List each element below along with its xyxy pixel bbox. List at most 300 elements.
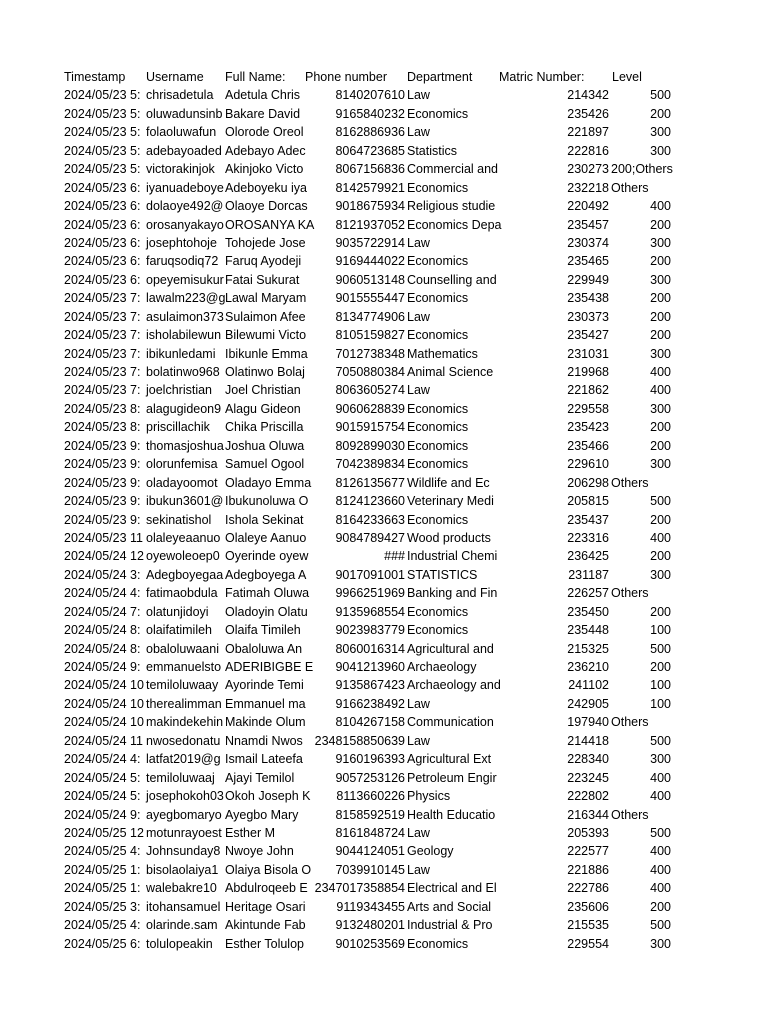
- cell-full-name[interactable]: Esther Tolulop: [225, 936, 304, 951]
- cell-timestamp[interactable]: 2024/05/24 12: [64, 549, 144, 564]
- cell-level[interactable]: [609, 86, 671, 104]
- cell-matric-number[interactable]: 236210: [567, 660, 609, 674]
- cell-phone-number[interactable]: 8067156836: [335, 162, 405, 177]
- cell-matric-number[interactable]: 236425: [567, 549, 609, 564]
- cell-username[interactable]: olaleyeaanuo: [146, 530, 221, 545]
- cell-username[interactable]: isholabilewun: [146, 328, 222, 343]
- cell-phone-number[interactable]: 8161848724: [335, 825, 405, 840]
- cell-phone-number[interactable]: 9135867423: [335, 678, 405, 693]
- cell-phone-number[interactable]: 7012738348: [335, 346, 405, 361]
- cell-phone-number[interactable]: 9044124051: [335, 844, 405, 859]
- cell-level[interactable]: [609, 142, 671, 160]
- cell-level[interactable]: [609, 787, 671, 805]
- cell-department[interactable]: Animal Science: [407, 365, 494, 379]
- cell-phone-number[interactable]: 9018675934: [335, 199, 405, 214]
- cell-matric-number[interactable]: 220492: [567, 199, 609, 214]
- cell-department[interactable]: Economics: [407, 420, 469, 435]
- cell-level[interactable]: [609, 492, 671, 510]
- cell-timestamp[interactable]: 2024/05/23 6:: [64, 217, 141, 232]
- cell-username[interactable]: oladayoomot: [146, 475, 218, 490]
- cell-timestamp[interactable]: 2024/05/24 4:: [64, 752, 141, 767]
- cell-timestamp[interactable]: 2024/05/23 7:: [64, 365, 141, 379]
- cell-matric-number[interactable]: 205815: [567, 494, 609, 509]
- cell-department[interactable]: Health Educatio: [407, 807, 496, 822]
- cell-department[interactable]: Communication: [407, 715, 494, 730]
- cell-phone-number[interactable]: 2347017358854: [314, 881, 405, 896]
- cell-username[interactable]: olatunjidoyi: [146, 604, 209, 619]
- cell-timestamp[interactable]: 2024/05/23 6:: [64, 272, 141, 287]
- cell-matric-number[interactable]: 235465: [567, 254, 609, 269]
- cell-timestamp[interactable]: 2024/05/25 4:: [64, 844, 141, 859]
- cell-timestamp[interactable]: 2024/05/24 10: [64, 696, 144, 711]
- cell-matric-number[interactable]: 231187: [568, 567, 609, 582]
- cell-department[interactable]: Law: [407, 733, 430, 748]
- cell-username[interactable]: bolatinwo968: [146, 365, 220, 379]
- cell-level[interactable]: [609, 879, 671, 897]
- cell-department[interactable]: Veterinary Medi: [407, 494, 494, 509]
- cell-level[interactable]: [609, 695, 671, 713]
- cell-full-name[interactable]: Fatai Sukurat: [225, 272, 300, 287]
- cell-username[interactable]: tolulopeakin: [146, 936, 213, 951]
- cell-timestamp[interactable]: 2024/05/23 7:: [64, 291, 141, 306]
- cell-full-name[interactable]: OROSANYA KA: [225, 217, 315, 232]
- cell-department[interactable]: Agricultural Ext: [407, 752, 492, 767]
- cell-full-name[interactable]: Olaleye Aanuo: [225, 530, 307, 545]
- cell-full-name[interactable]: Akinjoko Victo: [225, 162, 304, 177]
- cell-timestamp[interactable]: 2024/05/23 5:: [64, 162, 141, 177]
- cell-full-name[interactable]: Oladoyin Olatu: [225, 604, 308, 619]
- cell-full-name[interactable]: Bilewumi Victo: [225, 328, 307, 343]
- cell-matric-number[interactable]: 222786: [567, 881, 609, 896]
- cell-username[interactable]: therealimman: [146, 696, 222, 711]
- cell-level[interactable]: 200;Others: [611, 162, 673, 177]
- cell-timestamp[interactable]: 2024/05/23 7:: [64, 383, 141, 398]
- cell-level[interactable]: [609, 381, 671, 399]
- cell-timestamp[interactable]: 2024/05/23 9:: [64, 475, 141, 490]
- cell-level[interactable]: [609, 621, 671, 639]
- cell-phone-number[interactable]: 8063605274: [335, 383, 405, 398]
- cell-matric-number[interactable]: 235426: [567, 106, 609, 121]
- cell-full-name[interactable]: Heritage Osari: [225, 899, 306, 914]
- cell-department[interactable]: Law: [407, 88, 430, 103]
- header-phone-number[interactable]: Phone number: [305, 70, 388, 84]
- cell-matric-number[interactable]: 214418: [567, 733, 609, 748]
- cell-level[interactable]: Others: [611, 715, 649, 730]
- cell-phone-number[interactable]: 8142579921: [335, 180, 405, 195]
- cell-matric-number[interactable]: 235606: [567, 899, 609, 914]
- cell-full-name[interactable]: Olatinwo Bolaj: [225, 365, 305, 379]
- cell-username[interactable]: ibikunledami: [146, 346, 216, 361]
- cell-matric-number[interactable]: 235427: [567, 328, 609, 343]
- cell-timestamp[interactable]: 2024/05/23 8:: [64, 420, 141, 435]
- cell-matric-number[interactable]: 197940: [567, 715, 609, 730]
- cell-phone-number[interactable]: 9017091001: [335, 567, 405, 582]
- cell-full-name[interactable]: Joshua Oluwa: [225, 438, 305, 453]
- cell-level[interactable]: [609, 511, 671, 529]
- cell-matric-number[interactable]: 215535: [567, 918, 609, 933]
- cell-matric-number[interactable]: 235448: [567, 623, 609, 638]
- cell-username[interactable]: folaoluwafun: [146, 125, 217, 140]
- cell-level[interactable]: [609, 289, 671, 307]
- cell-username[interactable]: obaloluwaani: [146, 641, 219, 656]
- cell-full-name[interactable]: Olaifa Timileh: [225, 623, 301, 638]
- cell-phone-number[interactable]: 9015555447: [335, 291, 405, 306]
- cell-department[interactable]: Counselling and: [407, 272, 497, 287]
- cell-department[interactable]: Economics Depa: [407, 217, 502, 232]
- cell-level[interactable]: [609, 216, 671, 234]
- cell-timestamp[interactable]: 2024/05/24 11: [64, 733, 144, 748]
- cell-full-name[interactable]: Ishola Sekinat: [225, 512, 304, 527]
- cell-level[interactable]: Others: [611, 180, 649, 195]
- cell-department[interactable]: Law: [407, 825, 430, 840]
- header-timestamp[interactable]: Timestamp: [64, 70, 126, 84]
- cell-matric-number[interactable]: 214342: [567, 88, 609, 103]
- cell-matric-number[interactable]: 242905: [567, 696, 609, 711]
- cell-username[interactable]: olaifatimileh: [146, 623, 213, 638]
- cell-level[interactable]: [609, 437, 671, 455]
- cell-timestamp[interactable]: 2024/05/24 8:: [64, 641, 141, 656]
- cell-full-name[interactable]: Adebayo Adec: [225, 143, 306, 158]
- cell-department[interactable]: Agricultural and: [407, 641, 494, 656]
- cell-matric-number[interactable]: 226257: [567, 586, 609, 601]
- cell-department[interactable]: Economics: [407, 512, 469, 527]
- cell-timestamp[interactable]: 2024/05/23 5:: [64, 143, 141, 158]
- cell-full-name[interactable]: Olorode Oreol: [225, 125, 304, 140]
- header-matric-number[interactable]: Matric Number:: [499, 70, 585, 84]
- cell-level[interactable]: [609, 234, 671, 252]
- cell-full-name[interactable]: Bakare David: [225, 106, 301, 121]
- cell-phone-number[interactable]: 8060016314: [335, 641, 405, 656]
- cell-matric-number[interactable]: 235466: [567, 438, 609, 453]
- cell-matric-number[interactable]: 229558: [567, 401, 609, 416]
- cell-phone-number[interactable]: 8113660226: [336, 789, 405, 804]
- cell-level[interactable]: [609, 271, 671, 289]
- cell-timestamp[interactable]: 2024/05/25 3:: [64, 899, 141, 914]
- cell-phone-number[interactable]: 9060513148: [335, 272, 405, 287]
- cell-username[interactable]: chrisadetula: [146, 88, 214, 103]
- cell-full-name[interactable]: Ibikunle Emma: [225, 346, 308, 361]
- cell-matric-number[interactable]: 241102: [568, 678, 609, 693]
- cell-username[interactable]: josephtohoje: [146, 235, 217, 250]
- cell-timestamp[interactable]: 2024/05/24 7:: [64, 604, 141, 619]
- cell-full-name[interactable]: Ajayi Temilol: [225, 770, 295, 785]
- cell-timestamp[interactable]: 2024/05/24 9:: [64, 807, 141, 822]
- cell-phone-number[interactable]: 9041213960: [335, 660, 405, 674]
- cell-department[interactable]: Wildlife and Ec: [407, 475, 490, 490]
- cell-level[interactable]: [609, 732, 671, 750]
- cell-timestamp[interactable]: 2024/05/23 5:: [64, 125, 141, 140]
- cell-full-name[interactable]: Obaloluwa An: [225, 641, 303, 656]
- cell-timestamp[interactable]: 2024/05/23 7:: [64, 346, 141, 361]
- cell-phone-number[interactable]: 7042389834: [335, 457, 405, 472]
- cell-department[interactable]: Law: [407, 125, 430, 140]
- cell-level[interactable]: [609, 750, 671, 768]
- cell-username[interactable]: temiloluwaay: [146, 678, 219, 693]
- cell-level[interactable]: [609, 400, 671, 418]
- cell-username[interactable]: nwosedonatu: [146, 733, 221, 748]
- cell-matric-number[interactable]: 221862: [567, 383, 609, 398]
- cell-timestamp[interactable]: 2024/05/23 6:: [64, 180, 141, 195]
- cell-phone-number[interactable]: 9165840232: [335, 106, 405, 121]
- cell-level[interactable]: [609, 676, 671, 694]
- cell-full-name[interactable]: Adeboyeku iya: [225, 180, 308, 195]
- cell-department[interactable]: Physics: [407, 789, 451, 804]
- cell-level[interactable]: [609, 603, 671, 621]
- cell-matric-number[interactable]: 235450: [567, 604, 609, 619]
- cell-phone-number[interactable]: 9057253126: [335, 770, 405, 785]
- cell-timestamp[interactable]: 2024/05/24 5:: [64, 789, 141, 804]
- cell-username[interactable]: olorunfemisa: [146, 457, 218, 472]
- cell-username[interactable]: oyewoleoep0: [146, 549, 220, 564]
- cell-department[interactable]: Law: [407, 862, 430, 877]
- cell-full-name[interactable]: Akintunde Fab: [225, 918, 306, 933]
- cell-department[interactable]: Economics: [407, 180, 469, 195]
- cell-matric-number[interactable]: 229949: [567, 272, 609, 287]
- cell-department[interactable]: Law: [407, 383, 430, 398]
- cell-level[interactable]: [609, 252, 671, 270]
- cell-phone-number[interactable]: 9135968554: [335, 604, 405, 619]
- cell-full-name[interactable]: Alagu Gideon: [225, 401, 301, 416]
- cell-department[interactable]: Economics: [407, 291, 469, 306]
- cell-timestamp[interactable]: 2024/05/24 10: [64, 715, 144, 730]
- cell-level[interactable]: [609, 123, 671, 141]
- cell-timestamp[interactable]: 2024/05/25 4:: [64, 918, 141, 933]
- cell-department[interactable]: STATISTICS: [407, 567, 478, 582]
- cell-matric-number[interactable]: 205393: [567, 825, 609, 840]
- cell-timestamp[interactable]: 2024/05/23 6:: [64, 199, 141, 214]
- cell-phone-number[interactable]: 8092899030: [335, 438, 405, 453]
- cell-full-name[interactable]: Emmanuel ma: [225, 696, 306, 711]
- cell-level[interactable]: [609, 640, 671, 658]
- cell-department[interactable]: Geology: [407, 844, 454, 859]
- cell-phone-number[interactable]: 8140207610: [335, 88, 405, 103]
- cell-timestamp[interactable]: 2024/05/25 1:: [64, 862, 141, 877]
- cell-username[interactable]: priscillachik: [146, 420, 210, 435]
- cell-timestamp[interactable]: 2024/05/24 10: [64, 678, 144, 693]
- cell-level[interactable]: [609, 861, 671, 879]
- cell-level[interactable]: [609, 197, 671, 215]
- header-full-name[interactable]: Full Name:: [225, 70, 286, 84]
- cell-level[interactable]: [609, 769, 671, 787]
- cell-full-name[interactable]: Chika Priscilla: [225, 420, 304, 435]
- cell-phone-number[interactable]: 7050880384: [335, 365, 405, 379]
- cell-username[interactable]: opeyemisukur: [146, 272, 224, 287]
- cell-matric-number[interactable]: 230273: [567, 162, 609, 177]
- cell-username[interactable]: walebakre10: [146, 881, 217, 896]
- cell-timestamp[interactable]: 2024/05/23 6:: [64, 254, 141, 269]
- cell-matric-number[interactable]: 228340: [567, 752, 609, 767]
- cell-phone-number[interactable]: 2348158850639: [314, 733, 405, 748]
- cell-department[interactable]: Industrial Chemi: [407, 549, 498, 564]
- cell-username[interactable]: orosanyakayo: [146, 217, 224, 232]
- header-username[interactable]: Username: [146, 70, 204, 84]
- cell-phone-number[interactable]: 8126135677: [335, 475, 405, 490]
- cell-full-name[interactable]: Ayorinde Temi: [225, 678, 304, 693]
- cell-full-name[interactable]: Olaoye Dorcas: [225, 199, 308, 214]
- cell-timestamp[interactable]: 2024/05/23 9:: [64, 438, 141, 453]
- cell-username[interactable]: thomasjoshua: [146, 438, 224, 453]
- cell-username[interactable]: dolaoye492@: [146, 199, 224, 214]
- header-level[interactable]: Level: [612, 70, 642, 84]
- cell-full-name[interactable]: Samuel Ogool: [225, 457, 305, 472]
- cell-level[interactable]: [609, 363, 671, 381]
- cell-full-name[interactable]: Adegboyega A: [225, 567, 307, 582]
- cell-phone-number[interactable]: 8158592519: [335, 807, 405, 822]
- cell-level[interactable]: [609, 547, 671, 565]
- cell-username[interactable]: ibukun3601@: [146, 494, 224, 509]
- cell-phone-number[interactable]: 9084789427: [335, 530, 405, 545]
- cell-department[interactable]: Arts and Social: [407, 899, 492, 914]
- cell-phone-number[interactable]: 8134774906: [335, 309, 405, 324]
- cell-phone-number[interactable]: 8124123660: [335, 494, 405, 509]
- cell-username[interactable]: Adegboyegaa: [146, 567, 224, 582]
- cell-department[interactable]: Petroleum Engir: [407, 770, 497, 785]
- cell-department[interactable]: Electrical and El: [407, 881, 497, 896]
- cell-department[interactable]: Economics: [407, 457, 469, 472]
- cell-matric-number[interactable]: 235457: [567, 217, 609, 232]
- header-department[interactable]: Department: [407, 70, 473, 84]
- cell-full-name[interactable]: Nwoye John: [225, 844, 294, 859]
- cell-username[interactable]: fatimaobdula: [146, 586, 218, 601]
- cell-timestamp[interactable]: 2024/05/23 8:: [64, 401, 141, 416]
- cell-username[interactable]: asulaimon373: [146, 309, 224, 324]
- cell-phone-number[interactable]: 9015915754: [335, 420, 405, 435]
- cell-username[interactable]: faruqsodiq72: [146, 254, 219, 269]
- cell-level[interactable]: [609, 529, 671, 547]
- cell-matric-number[interactable]: 232218: [567, 180, 609, 195]
- cell-level[interactable]: [609, 418, 671, 436]
- cell-department[interactable]: Economics: [407, 936, 469, 951]
- cell-level[interactable]: [609, 308, 671, 326]
- cell-username[interactable]: bisolaolaiya1: [146, 862, 219, 877]
- cell-full-name[interactable]: Nnamdi Nwos: [225, 733, 303, 748]
- cell-phone-number[interactable]: 8104267158: [335, 715, 405, 730]
- cell-timestamp[interactable]: 2024/05/24 8:: [64, 623, 141, 638]
- cell-full-name[interactable]: ADERIBIGBE E: [225, 660, 314, 674]
- cell-username[interactable]: victorakinjok: [146, 162, 215, 177]
- cell-username[interactable]: itohansamuel: [146, 899, 221, 914]
- cell-matric-number[interactable]: 216344: [567, 807, 609, 822]
- cell-full-name[interactable]: Faruq Ayodeji: [225, 254, 302, 269]
- cell-username[interactable]: emmanuelsto: [146, 660, 222, 674]
- cell-level[interactable]: [609, 345, 671, 363]
- cell-full-name[interactable]: Oladayo Emma: [225, 475, 312, 490]
- cell-level[interactable]: Others: [611, 807, 649, 822]
- cell-department[interactable]: Economics: [407, 438, 469, 453]
- cell-timestamp[interactable]: 2024/05/23 7:: [64, 328, 141, 343]
- cell-department[interactable]: Industrial & Pro: [407, 918, 493, 933]
- cell-username[interactable]: sekinatishol: [146, 512, 212, 527]
- cell-username[interactable]: olarinde.sam: [146, 918, 218, 933]
- cell-timestamp[interactable]: 2024/05/23 5:: [64, 106, 141, 121]
- cell-phone-number[interactable]: 8121937052: [335, 217, 405, 232]
- cell-phone-number[interactable]: 8105159827: [335, 328, 405, 343]
- cell-username[interactable]: temiloluwaaj: [146, 770, 215, 785]
- cell-phone-number[interactable]: ###: [384, 549, 405, 564]
- cell-phone-number[interactable]: 8162886936: [335, 125, 405, 140]
- cell-username[interactable]: Johnsunday8: [146, 844, 221, 859]
- cell-level[interactable]: [609, 935, 671, 953]
- cell-department[interactable]: Economics: [407, 604, 469, 619]
- cell-full-name[interactable]: Abdulroqeeb E: [225, 881, 308, 896]
- cell-level[interactable]: [609, 842, 671, 860]
- cell-phone-number[interactable]: 9966251969: [335, 586, 405, 601]
- cell-timestamp[interactable]: 2024/05/23 9:: [64, 494, 141, 509]
- cell-full-name[interactable]: Esther M: [225, 825, 276, 840]
- cell-department[interactable]: Law: [407, 696, 430, 711]
- cell-level[interactable]: [609, 566, 671, 584]
- cell-username[interactable]: latfat2019@g: [146, 752, 221, 767]
- cell-level[interactable]: [609, 658, 671, 676]
- cell-matric-number[interactable]: 231031: [567, 346, 609, 361]
- cell-matric-number[interactable]: 222802: [567, 789, 609, 804]
- cell-matric-number[interactable]: 229554: [567, 936, 609, 951]
- cell-username[interactable]: joelchristian: [146, 383, 213, 398]
- cell-username[interactable]: ayegbomaryo: [146, 807, 222, 822]
- cell-username[interactable]: adebayoaded: [146, 143, 222, 158]
- cell-matric-number[interactable]: 206298: [567, 475, 609, 490]
- cell-full-name[interactable]: Sulaimon Afee: [225, 309, 306, 324]
- cell-matric-number[interactable]: 230374: [567, 235, 609, 250]
- cell-full-name[interactable]: Tohojede Jose: [225, 235, 306, 250]
- cell-level[interactable]: [609, 898, 671, 916]
- cell-full-name[interactable]: Olaiya Bisola O: [225, 862, 312, 877]
- cell-matric-number[interactable]: 235437: [567, 512, 609, 527]
- cell-matric-number[interactable]: 229610: [567, 457, 609, 472]
- cell-username[interactable]: alagugideon9: [146, 401, 222, 416]
- cell-phone-number[interactable]: 9060628839: [335, 401, 405, 416]
- cell-phone-number[interactable]: 9023983779: [335, 623, 405, 638]
- cell-department[interactable]: Economics: [407, 106, 469, 121]
- cell-level[interactable]: [609, 824, 671, 842]
- cell-timestamp[interactable]: 2024/05/23 6:: [64, 235, 141, 250]
- cell-phone-number[interactable]: 9169444022: [335, 254, 405, 269]
- cell-username[interactable]: iyanuadeboye: [146, 180, 224, 195]
- cell-matric-number[interactable]: 223245: [567, 770, 609, 785]
- cell-level[interactable]: [609, 455, 671, 473]
- cell-full-name[interactable]: Joel Christian: [225, 383, 301, 398]
- cell-department[interactable]: Economics: [407, 328, 469, 343]
- cell-department[interactable]: Economics: [407, 623, 469, 638]
- cell-level[interactable]: Others: [611, 586, 649, 601]
- cell-level[interactable]: [609, 326, 671, 344]
- cell-timestamp[interactable]: 2024/05/25 12: [64, 825, 144, 840]
- cell-full-name[interactable]: Adetula Chris: [225, 88, 301, 103]
- cell-department[interactable]: Economics: [407, 401, 469, 416]
- cell-full-name[interactable]: Makinde Olum: [225, 715, 306, 730]
- cell-department[interactable]: Wood products: [407, 530, 491, 545]
- cell-full-name[interactable]: Oyerinde oyew: [225, 549, 309, 564]
- cell-full-name[interactable]: Fatimah Oluwa: [225, 586, 310, 601]
- cell-username[interactable]: josephokoh03: [146, 789, 224, 804]
- cell-full-name[interactable]: Lawal Maryam: [225, 291, 307, 306]
- cell-department[interactable]: Archaeology: [407, 660, 477, 674]
- cell-phone-number[interactable]: 9160196393: [335, 752, 405, 767]
- cell-department[interactable]: Mathematics: [407, 346, 478, 361]
- cell-timestamp[interactable]: 2024/05/25 6:: [64, 936, 141, 951]
- cell-username[interactable]: oluwadunsinb: [146, 106, 223, 121]
- cell-level[interactable]: [609, 105, 671, 123]
- cell-matric-number[interactable]: 219968: [567, 365, 609, 379]
- cell-matric-number[interactable]: 230373: [567, 309, 609, 324]
- cell-department[interactable]: Statistics: [407, 143, 458, 158]
- cell-username[interactable]: lawalm223@g: [146, 291, 226, 306]
- cell-username[interactable]: makindekehin: [146, 715, 224, 730]
- cell-phone-number[interactable]: 8064723685: [335, 143, 405, 158]
- cell-timestamp[interactable]: 2024/05/23 7:: [64, 309, 141, 324]
- cell-matric-number[interactable]: 223316: [567, 530, 609, 545]
- cell-matric-number[interactable]: 221886: [567, 862, 609, 877]
